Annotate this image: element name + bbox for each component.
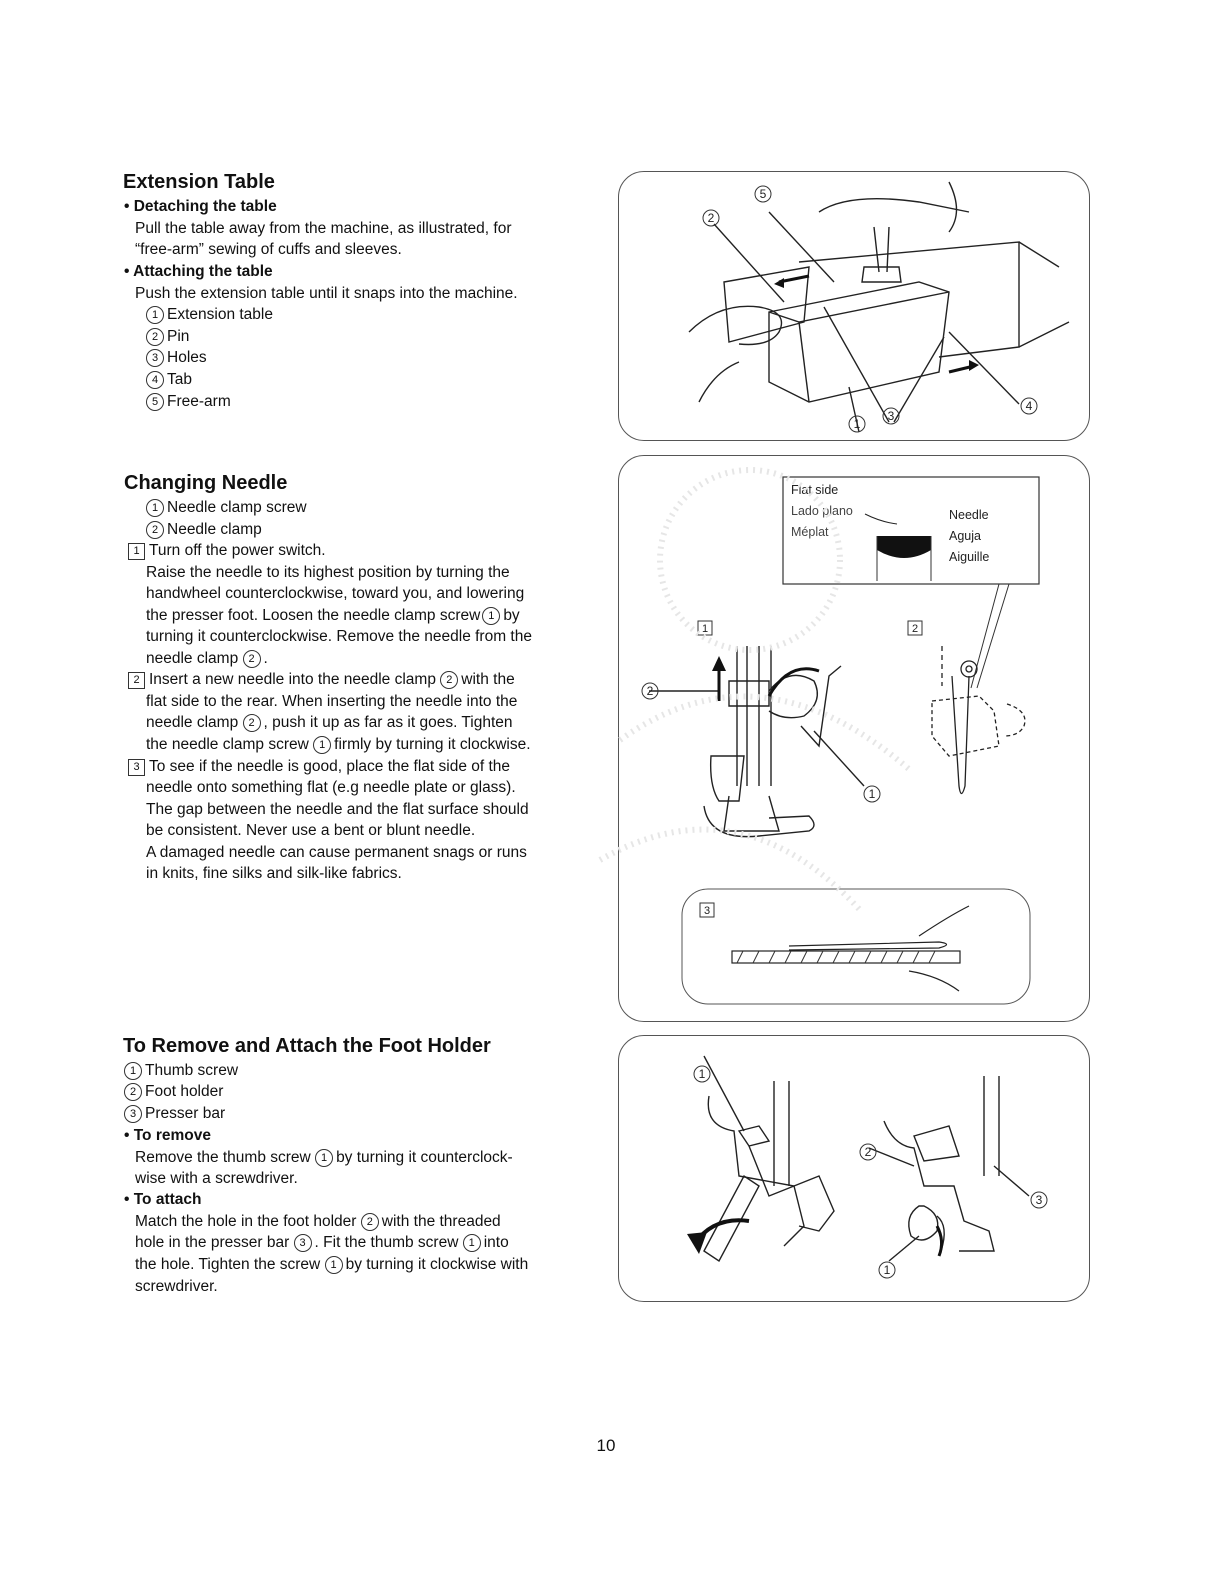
attach-foot-text-2	[135, 1232, 509, 1254]
body-text: the hole. Tighten the screw	[135, 1256, 321, 1273]
body-text: Insert a new needle into the needle clamp	[149, 671, 436, 688]
legend-meplat: Méplat	[791, 525, 829, 539]
body-text: hole in the presser bar	[135, 1234, 290, 1251]
callout-3: 3	[124, 1105, 142, 1123]
fig1-label-2: 2	[707, 211, 715, 225]
part-tab	[146, 369, 192, 391]
remove-text-2: wise with a screwdriver.	[135, 1170, 298, 1187]
detach-heading: • Detaching the table	[124, 198, 277, 215]
step-3-body-3: The gap between the needle and the flat surface should	[146, 801, 529, 818]
step-3-body-5: A damaged needle can cause permanent snags or runs	[146, 844, 527, 861]
part-pin	[146, 326, 189, 348]
changing-needle-title: Changing Needle	[124, 472, 288, 494]
remove-text-1	[135, 1147, 513, 1169]
part-foot-holder	[124, 1081, 223, 1103]
extension-table-illustration	[619, 172, 1089, 440]
fig3-label-1a: 1	[698, 1067, 706, 1081]
fig1-label-4: 4	[1025, 399, 1033, 413]
needle-illustration	[619, 456, 1089, 1021]
fig-step-3: 3	[703, 905, 711, 917]
attach-foot-text-4: screwdriver.	[135, 1278, 218, 1295]
body-text: the presser foot. Loosen the needle clamp screw	[146, 607, 481, 624]
step-3-body-4: be consistent. Never use a bent or blunt needle.	[146, 822, 476, 839]
fig3-label-2: 2	[864, 1145, 872, 1159]
legend-lado-plano: Lado plano	[791, 504, 853, 518]
callout-1: 1	[315, 1149, 333, 1167]
body-text: by	[503, 607, 520, 624]
body-text: by turning it clockwise with	[345, 1256, 529, 1273]
body-text: firmly by turning it clockwise.	[334, 736, 531, 753]
fig-step-1: 1	[701, 623, 709, 635]
callout-3: 3	[146, 349, 164, 367]
part-label: Extension table	[167, 306, 273, 323]
callout-1: 1	[146, 306, 164, 324]
callout-1: 1	[482, 607, 500, 625]
callout-1: 1	[124, 1062, 142, 1080]
step-3-body-6: in knits, fine silks and silk-like fabrics.	[146, 865, 402, 882]
step-2-body-2: flat side to the rear. When inserting the needle into the	[146, 693, 518, 710]
foot-holder-illustration	[619, 1036, 1089, 1301]
body-text: , push it up as far as it goes. Tighten	[263, 714, 513, 731]
body-text: into	[483, 1234, 509, 1251]
extension-table-title: Extension Table	[123, 171, 275, 193]
callout-2: 2	[243, 650, 261, 668]
step-3-body-2: needle onto something flat (e.g needle plate or glass).	[146, 779, 516, 796]
callout-2: 2	[124, 1083, 142, 1101]
changing-needle-figure	[618, 455, 1090, 1022]
step-1-number: 1	[128, 543, 145, 560]
part-label: Needle clamp	[167, 521, 262, 538]
legend-flat-side: Flat side	[791, 483, 839, 497]
detach-text-1: Pull the table away from the machine, as illustrated, for	[135, 220, 512, 237]
step-2-number: 2	[128, 672, 145, 689]
step-2	[128, 669, 515, 691]
callout-1: 1	[325, 1256, 343, 1274]
step-1-body-5: needle clamp 2 .	[146, 650, 268, 667]
step-3-number: 3	[128, 759, 145, 776]
part-label: Thumb screw	[145, 1062, 239, 1079]
body-text: needle clamp	[146, 714, 239, 731]
body-text: needle clamp	[146, 650, 239, 667]
part-label: Pin	[167, 328, 190, 345]
part-needle-clamp	[146, 519, 262, 541]
callout-4: 4	[146, 371, 164, 389]
part-label: Holes	[167, 349, 207, 366]
attach-foot-text-1	[135, 1211, 501, 1233]
callout-2: 2	[361, 1213, 379, 1231]
legend-aguja: Aguja	[949, 529, 981, 543]
body-text: To see if the needle is good, place the flat side of the	[149, 758, 511, 775]
fig1-label-1: 1	[853, 417, 861, 431]
step-1-body-4: turning it counterclockwise. Remove the needle from the	[146, 628, 532, 645]
attach-foot-text-3	[135, 1254, 528, 1276]
legend-needle: Needle	[949, 508, 989, 522]
attach-text-1: Push the extension table until it snaps into the machine.	[135, 285, 518, 302]
part-free-arm	[146, 391, 231, 413]
callout-5: 5	[146, 393, 164, 411]
body-text: . Fit the thumb screw	[314, 1234, 459, 1251]
attach-heading: • Attaching the table	[124, 263, 273, 280]
callout-2: 2	[243, 714, 261, 732]
step-3	[128, 756, 510, 778]
callout-1: 1	[313, 736, 331, 754]
part-label: Presser bar	[145, 1105, 226, 1122]
body-text: with the threaded	[381, 1213, 501, 1230]
fig1-label-5: 5	[759, 187, 767, 201]
callout-2: 2	[146, 328, 164, 346]
fig1-label-3: 3	[887, 409, 895, 423]
step-1-text: Turn off the power switch.	[149, 542, 326, 559]
remove-heading: • To remove	[124, 1127, 211, 1144]
part-label: Needle clamp screw	[167, 499, 307, 516]
part-label: Free-arm	[167, 393, 231, 410]
callout-2: 2	[146, 521, 164, 539]
body-text: Match the hole in the foot holder	[135, 1213, 357, 1230]
part-holes	[146, 347, 207, 369]
step-2-body-4	[146, 734, 531, 756]
step-1-body-3	[146, 605, 520, 627]
part-presser-bar	[124, 1103, 225, 1125]
callout-1: 1	[146, 499, 164, 517]
part-extension-table	[146, 304, 273, 326]
attach-foot-heading: • To attach	[124, 1191, 202, 1208]
callout-3: 3	[294, 1234, 312, 1252]
step-1-body-2: handwheel counterclockwise, toward you, and lowering	[146, 585, 525, 602]
foot-holder-title: To Remove and Attach the Foot Holder	[123, 1035, 491, 1057]
fig3-label-3: 3	[1035, 1193, 1043, 1207]
foot-holder-figure	[618, 1035, 1090, 1302]
callout-1: 1	[463, 1234, 481, 1252]
step-1-body-1: Raise the needle to its highest position by turning the	[146, 564, 510, 581]
detach-text-2: “free-arm” sewing of cuffs and sleeves.	[135, 241, 402, 258]
callout-2: 2	[440, 671, 458, 689]
fig2-label-2: 2	[646, 684, 654, 698]
body-text: the needle clamp screw	[146, 736, 309, 753]
fig2-label-1: 1	[868, 787, 876, 801]
extension-table-figure	[618, 171, 1090, 441]
step-2-body-3	[146, 712, 513, 734]
fig-step-2: 2	[911, 623, 919, 635]
part-label: Foot holder	[145, 1083, 224, 1100]
body-text: with the	[461, 671, 515, 688]
part-thumb-screw	[124, 1060, 238, 1082]
legend-aiguille: Aiguille	[949, 550, 990, 564]
page-number: 10	[596, 1436, 616, 1455]
body-text: by turning it counterclock-	[336, 1149, 513, 1166]
part-needle-clamp-screw	[146, 497, 307, 519]
fig3-label-1b: 1	[883, 1263, 891, 1277]
body-text: Remove the thumb screw	[135, 1149, 311, 1166]
part-label: Tab	[167, 371, 192, 388]
step-1	[128, 540, 326, 562]
